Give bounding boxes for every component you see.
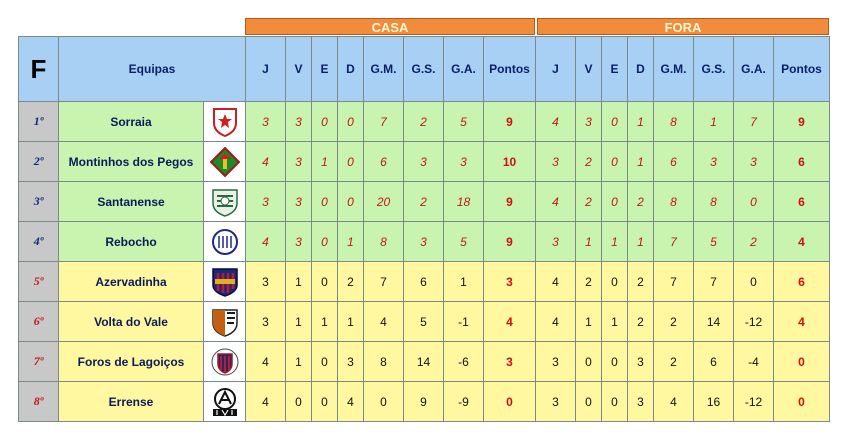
table-row	[19, 262, 830, 302]
home-stat: 7	[364, 262, 404, 302]
home-stat: 3	[246, 102, 286, 142]
away-stat: 0	[602, 102, 628, 142]
away-points: 4	[774, 302, 830, 342]
home-stat: 1	[286, 342, 312, 382]
crest-cell	[204, 222, 246, 262]
home-stat: 3	[246, 182, 286, 222]
home-stat: 4	[246, 342, 286, 382]
away-stat: 2	[654, 342, 694, 382]
away-stat: -4	[734, 342, 774, 382]
away-col-header: Pontos	[774, 37, 830, 102]
table-row	[19, 142, 830, 182]
table-row	[19, 342, 830, 382]
away-stat: 1	[628, 142, 654, 182]
away-stat: 1	[576, 302, 602, 342]
home-points: 0	[484, 382, 536, 422]
position-cell: 3º	[19, 182, 59, 222]
home-stat: 4	[246, 382, 286, 422]
home-col-header: D	[338, 37, 364, 102]
team-name: Montinhos dos Pegos	[59, 142, 204, 182]
away-col-header: D	[628, 37, 654, 102]
crest-cell	[204, 102, 246, 142]
home-stat: 5	[404, 302, 444, 342]
position-header: F	[19, 37, 59, 102]
home-stat: 4	[246, 142, 286, 182]
away-stat: 3	[536, 382, 576, 422]
away-stat: 4	[654, 382, 694, 422]
crest-cell	[204, 262, 246, 302]
home-stat: 3	[246, 302, 286, 342]
away-stat: 3	[628, 382, 654, 422]
home-stat: 2	[338, 262, 364, 302]
home-stat: 0	[312, 262, 338, 302]
away-stat: 0	[602, 262, 628, 302]
home-stat: 1	[338, 222, 364, 262]
home-stat: 1	[312, 142, 338, 182]
crest-cell	[204, 182, 246, 222]
volta-do-vale-crest-icon	[210, 306, 240, 338]
home-stat: 3	[246, 262, 286, 302]
away-stat: 7	[734, 102, 774, 142]
position-cell: 8º	[19, 382, 59, 422]
team-name: Azervadinha	[59, 262, 204, 302]
away-stat: 8	[654, 102, 694, 142]
away-stat: 0	[602, 342, 628, 382]
away-col-header: J	[536, 37, 576, 102]
foros-crest-icon	[210, 346, 240, 378]
away-points: 4	[774, 222, 830, 262]
home-stat: 6	[404, 262, 444, 302]
home-points: 4	[484, 302, 536, 342]
away-col-header: G.S.	[694, 37, 734, 102]
home-stat: 3	[338, 342, 364, 382]
home-points: 3	[484, 342, 536, 382]
away-stat: 8	[694, 182, 734, 222]
home-stat: 0	[338, 182, 364, 222]
away-stat: 3	[576, 102, 602, 142]
away-stat: 2	[628, 302, 654, 342]
home-stat: 3	[404, 222, 444, 262]
away-stat: -12	[734, 302, 774, 342]
home-col-header: G.M.	[364, 37, 404, 102]
away-stat: 16	[694, 382, 734, 422]
away-stat: 14	[694, 302, 734, 342]
home-stat: -6	[444, 342, 484, 382]
away-stat: 0	[602, 182, 628, 222]
away-stat: 3	[734, 142, 774, 182]
away-col-header: E	[602, 37, 628, 102]
away-stat: 4	[536, 102, 576, 142]
home-stat: 3	[286, 222, 312, 262]
away-stat: 0	[576, 342, 602, 382]
home-stat: 18	[444, 182, 484, 222]
away-stat: 0	[734, 182, 774, 222]
position-cell: 4º	[19, 222, 59, 262]
table-row	[19, 222, 830, 262]
rebocho-crest-icon	[210, 226, 240, 258]
away-points: 6	[774, 182, 830, 222]
away-stat: 3	[536, 342, 576, 382]
away-stat: 4	[536, 262, 576, 302]
crest-cell	[204, 342, 246, 382]
home-col-header: G.S.	[404, 37, 444, 102]
home-col-header: J	[246, 37, 286, 102]
away-stat: 8	[654, 182, 694, 222]
home-stat: 7	[364, 102, 404, 142]
position-cell: 2º	[19, 142, 59, 182]
away-col-header: G.A.	[734, 37, 774, 102]
away-points: 6	[774, 142, 830, 182]
away-stat: 3	[694, 142, 734, 182]
position-cell: 7º	[19, 342, 59, 382]
away-stat: 2	[654, 302, 694, 342]
away-stat: 7	[694, 262, 734, 302]
home-stat: 0	[312, 102, 338, 142]
home-stat: 5	[444, 102, 484, 142]
team-name: Volta do Vale	[59, 302, 204, 342]
away-points: 6	[774, 262, 830, 302]
away-stat: 3	[628, 342, 654, 382]
home-stat: 0	[338, 142, 364, 182]
away-stat: 2	[734, 222, 774, 262]
away-stat: 2	[576, 182, 602, 222]
home-stat: 8	[364, 222, 404, 262]
standings-table	[18, 36, 830, 422]
position-cell: 1º	[19, 102, 59, 142]
away-stat: 7	[654, 222, 694, 262]
away-stat: 5	[694, 222, 734, 262]
away-stat: 3	[536, 222, 576, 262]
home-stat: 4	[364, 302, 404, 342]
home-stat: 0	[338, 102, 364, 142]
table-row	[19, 102, 830, 142]
team-name: Errense	[59, 382, 204, 422]
home-stat: 0	[312, 222, 338, 262]
home-points: 9	[484, 102, 536, 142]
home-col-header: V	[286, 37, 312, 102]
away-stat: 3	[536, 142, 576, 182]
table-row	[19, 382, 830, 422]
away-points: 9	[774, 102, 830, 142]
home-stat: 4	[338, 382, 364, 422]
home-stat: 1	[286, 302, 312, 342]
crest-cell	[204, 302, 246, 342]
home-col-header: E	[312, 37, 338, 102]
home-stat: 0	[286, 382, 312, 422]
position-cell: 5º	[19, 262, 59, 302]
home-stat: 5	[444, 222, 484, 262]
away-stat: 2	[628, 182, 654, 222]
sorraia-crest-icon	[210, 106, 240, 138]
home-col-header: Pontos	[484, 37, 536, 102]
home-stat: 0	[312, 342, 338, 382]
home-stat: 2	[404, 102, 444, 142]
home-stat: 3	[404, 142, 444, 182]
crest-cell	[204, 382, 246, 422]
home-points: 3	[484, 262, 536, 302]
away-stat: 2	[576, 262, 602, 302]
away-stat: 0	[602, 142, 628, 182]
home-stat: 3	[444, 142, 484, 182]
home-points: 9	[484, 222, 536, 262]
home-stat: 2	[404, 182, 444, 222]
away-stat: 2	[628, 262, 654, 302]
table-row	[19, 302, 830, 342]
away-stat: 1	[628, 222, 654, 262]
away-stat: 1	[628, 102, 654, 142]
team-header: Equipas	[59, 37, 246, 102]
away-stat: 0	[734, 262, 774, 302]
away-stat: 1	[694, 102, 734, 142]
home-stat: 3	[286, 102, 312, 142]
position-cell: 6º	[19, 302, 59, 342]
home-stat: 3	[286, 142, 312, 182]
header-row	[19, 37, 830, 102]
away-points: 0	[774, 342, 830, 382]
away-stat: 0	[602, 382, 628, 422]
azervadinha-crest-icon	[210, 266, 240, 298]
away-col-header: G.M.	[654, 37, 694, 102]
home-stat: -1	[444, 302, 484, 342]
away-stat: 1	[576, 222, 602, 262]
home-stat: 8	[364, 342, 404, 382]
home-stat: 1	[444, 262, 484, 302]
home-stat: 4	[246, 222, 286, 262]
away-stat: 4	[536, 182, 576, 222]
home-stat: 0	[312, 182, 338, 222]
home-stat: 3	[286, 182, 312, 222]
away-stat: 0	[576, 382, 602, 422]
team-name: Sorraia	[59, 102, 204, 142]
team-name: Santanense	[59, 182, 204, 222]
home-stat: 0	[312, 382, 338, 422]
home-col-header: G.A.	[444, 37, 484, 102]
home-stat: 6	[364, 142, 404, 182]
montinhos-crest-icon	[210, 146, 240, 178]
away-stat: -12	[734, 382, 774, 422]
crest-cell	[204, 142, 246, 182]
home-stat: 1	[338, 302, 364, 342]
away-group-header: FORA	[537, 18, 829, 35]
home-group-header: CASA	[245, 18, 535, 35]
home-stat: 0	[364, 382, 404, 422]
away-points: 0	[774, 382, 830, 422]
home-stat: 1	[286, 262, 312, 302]
away-stat: 1	[602, 302, 628, 342]
home-stat: 20	[364, 182, 404, 222]
away-col-header: V	[576, 37, 602, 102]
home-points: 9	[484, 182, 536, 222]
santanense-crest-icon	[210, 186, 240, 218]
away-stat: 6	[654, 142, 694, 182]
home-stat: 14	[404, 342, 444, 382]
team-name: Rebocho	[59, 222, 204, 262]
away-stat: 4	[536, 302, 576, 342]
away-stat: 7	[654, 262, 694, 302]
home-stat: 9	[404, 382, 444, 422]
away-stat: 1	[602, 222, 628, 262]
errense-crest-icon	[210, 386, 240, 418]
table-row	[19, 182, 830, 222]
away-stat: 6	[694, 342, 734, 382]
team-name: Foros de Lagoiços	[59, 342, 204, 382]
home-points: 10	[484, 142, 536, 182]
home-stat: 1	[312, 302, 338, 342]
home-stat: -9	[444, 382, 484, 422]
away-stat: 2	[576, 142, 602, 182]
